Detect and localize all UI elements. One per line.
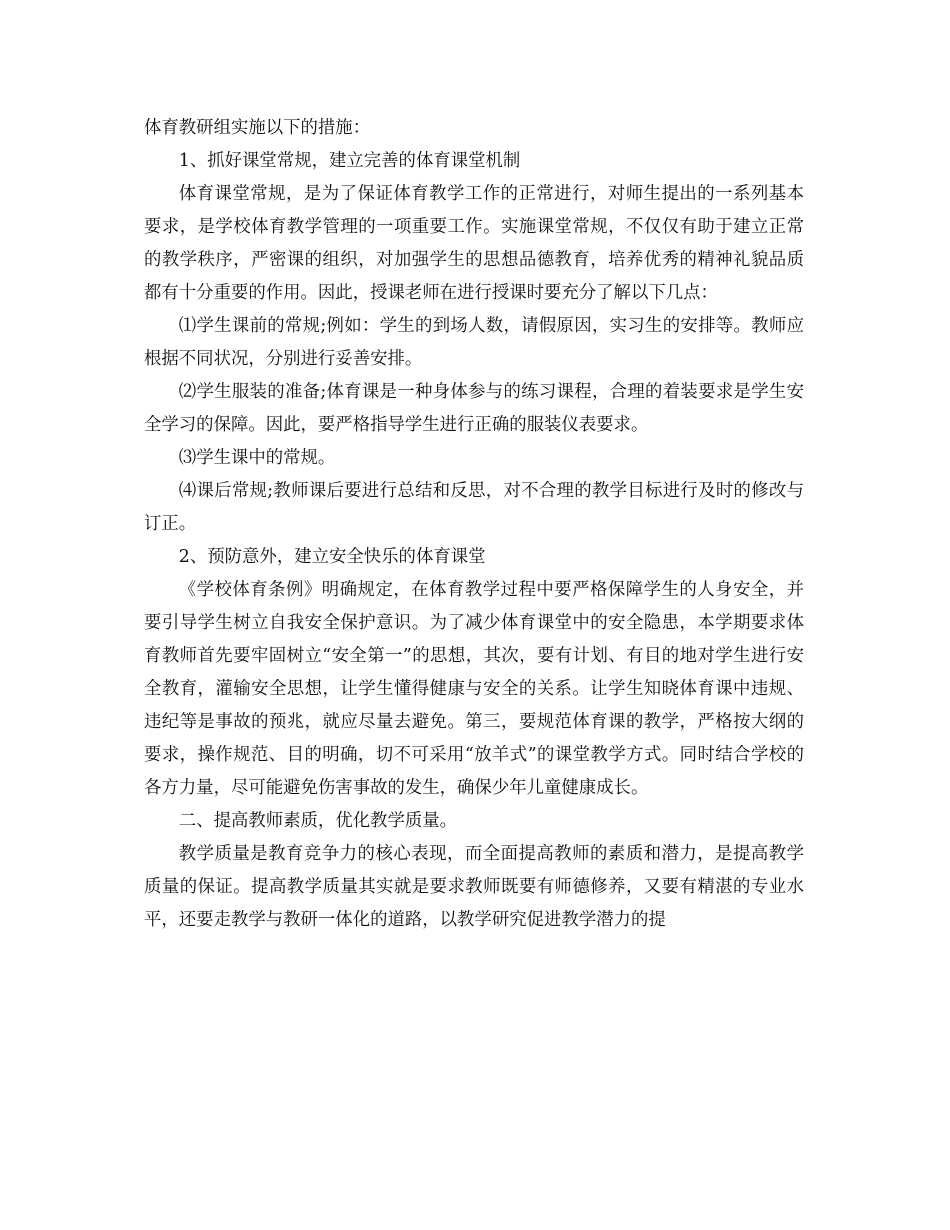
paragraph-intro: 体育教研组实施以下的措施： xyxy=(144,118,371,138)
document-page xyxy=(144,112,804,937)
list-item-1: ⑴学生课前的常规;例如：学生的到场人数，请假原因，实习生的安排等。教师应根据不同状况，分别进行妥善安排。 xyxy=(144,316,804,369)
heading-classroom-routine: 1、抓好课堂常规，建立完善的体育课堂机制 xyxy=(178,151,521,171)
list-item-2: ⑵学生服装的准备;体育课是一种身体参与的练习课程，合理的着装要求是学生安全学习的保障。因此，要严格指导学生进行正确的服装仪表要求。 xyxy=(144,382,804,435)
paragraph-safety: 《学校体育条例》明确规定，在体育教学过程中要严格保障学生的人身安全，并要引导学生树立自我安全保护意识。为了减少体育课堂中的安全隐患，本学期要求体育教师首先要牢固树立“安全第一”的思想，其次，要有计划、有目的地对学生进行安全教育，灌输安全思想，让学生懂得健康与安全的关系。让学生知晓体育课中违规、违纪等是事故的预兆，就应尽量去避免。第三，要规范体育课的教学，严格按大纲的要求，操作规范、目的明确，切不可采用“放羊式”的课堂教学方式。同时结合学校的各方力量，尽可能避免伤害事故的发生，确保少年儿童健康成长。 xyxy=(144,580,804,798)
heading-teacher-quality: 二、提高教师素质，优化教学质量。 xyxy=(178,811,458,831)
paragraph-teacher-quality: 教学质量是教育竞争力的核心表现，而全面提高教师的素质和潜力，是提高教学质量的保证。提高教学质量其实就是要求教师既要有师德修养，又要有精湛的专业水平，还要走教学与教研一体化的道路，以教学研究促进教学潜力的提 xyxy=(144,844,804,930)
list-item-3: ⑶学生课中的常规。 xyxy=(178,448,336,468)
heading-safety: 2、预防意外，建立安全快乐的体育课堂 xyxy=(178,547,486,567)
paragraph-classroom-routine: 体育课堂常规，是为了保证体育教学工作的正常进行，对师生提出的一系列基本要求，是学校体育教学管理的一项重要工作。实施课堂常规，不仅仅有助于建立正常的教学秩序，严密课的组织，对加强学生的思想品德教育，培养优秀的精神礼貌品质都有十分重要的作用。因此，授课老师在进行授课时要充分了解以下几点： xyxy=(144,184,804,303)
list-item-4: ⑷课后常规;教师课后要进行总结和反思，对不合理的教学目标进行及时的修改与订正。 xyxy=(144,481,804,534)
